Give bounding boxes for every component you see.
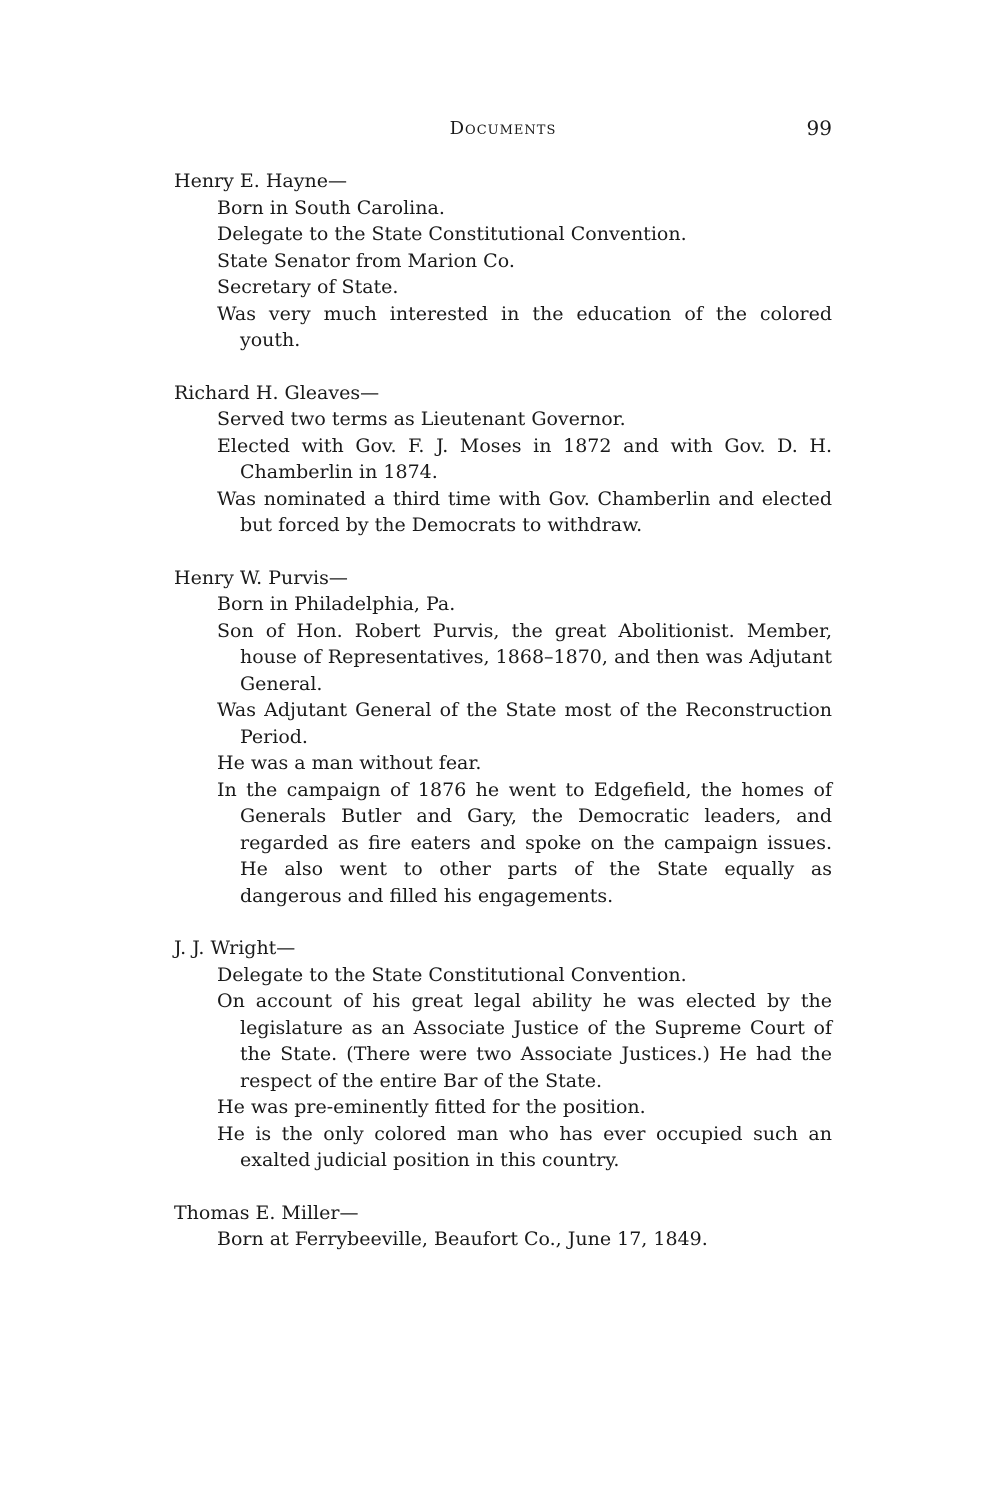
entry-fact: Elected with Gov. F. J. Moses in 1872 and with Gov. D. H. Chamberlin in 1874. (217, 434, 832, 483)
entry-fact: He is the only colored man who has ever occupied such an exalted judicial position in this country. (217, 1122, 832, 1171)
entry-fact: Served two terms as Lieutenant Governor. (217, 408, 626, 430)
entry-name: Henry W. Purvis— (174, 566, 348, 589)
entry-fact: On account of his great legal ability he was elected by the legislature as an Associate Justice of the Supreme Court of the State. (There were two Associate Justices.) He had the respect of the entire Bar of the State. (217, 990, 832, 1092)
entry-fact: Delegate to the State Constitutional Convention. (217, 223, 687, 245)
entry-fact: Born in South Carolina. (217, 196, 445, 219)
entry-fact: Secretary of State. (217, 276, 399, 298)
entry-fact: He was a man without fear. (217, 752, 482, 774)
entry-fact: State Senator from Marion Co. (217, 249, 515, 272)
entry-fact: Was Adjutant General of the State most of the Reconstruction Period. (217, 699, 832, 748)
page-header (174, 118, 832, 148)
entry-fact: Born in Philadelphia, Pa. (217, 593, 456, 615)
entry-henry-w-purvis (174, 565, 832, 910)
biography-list (174, 168, 832, 1279)
entry-fact: Was very much interested in the education of the colored youth. (217, 302, 832, 351)
entry-thomas-e-miller (174, 1200, 832, 1253)
entry-name: Thomas E. Miller— (174, 1201, 359, 1224)
entry-fact: Born at Ferrybeeville, Beaufort Co., June 17, 1849. (217, 1228, 708, 1250)
entry-henry-e-hayne (174, 168, 832, 354)
running-head: Documents (449, 118, 557, 139)
entry-name: Richard H. Gleaves— (174, 381, 380, 404)
entry-richard-h-gleaves (174, 380, 832, 539)
entry-fact: In the campaign of 1876 he went to Edgefield, the homes of Generals Butler and Gary, the Democratic leaders, and regarded as fire eaters and spoke on the campaign issues. He also went to other parts of the State equally as dangerous and filled his engagements. (217, 778, 832, 907)
entry-name: Henry E. Hayne— (174, 170, 347, 192)
entry-name: J. J. Wright— (174, 937, 296, 959)
entry-fact: He was pre-eminently fitted for the position. (217, 1096, 646, 1118)
entry-fact: Delegate to the State Constitutional Convention. (217, 963, 687, 986)
entry-j-j-wright (174, 935, 832, 1174)
page-number: 99 (806, 116, 832, 140)
entry-fact: Was nominated a third time with Gov. Chamberlin and elected but forced by the Democrats to withdraw. (217, 487, 832, 536)
entry-fact: Son of Hon. Robert Purvis, the great Abolitionist. Member, house of Representatives, 1868–1870, and then was Adjutant General. (217, 619, 832, 695)
